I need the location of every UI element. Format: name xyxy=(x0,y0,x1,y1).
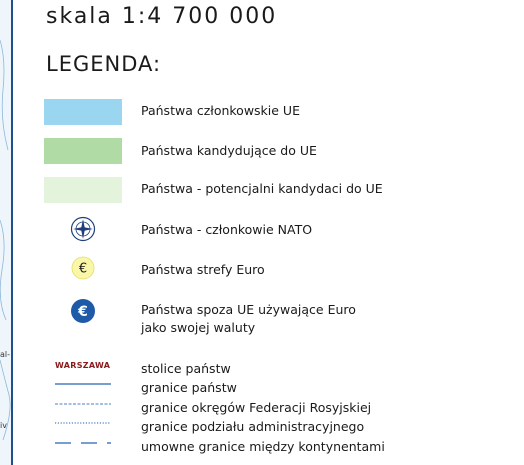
euro-yellow-icon xyxy=(71,256,95,284)
russian-district-border-line-sample xyxy=(55,402,111,406)
eu-members-swatch xyxy=(44,99,122,125)
euro-blue-icon xyxy=(70,298,96,328)
legend-label-capitals: stolice państw xyxy=(141,361,231,376)
admin-border-line-sample xyxy=(55,421,111,425)
state-border-line-sample xyxy=(55,382,111,386)
continent-border-line-sample xyxy=(55,441,111,445)
legend-label-eu-potential-candidates: Państwa - potencjalni kandydaci do UE xyxy=(141,181,383,196)
legend-title: LEGENDA: xyxy=(46,52,162,76)
eu-candidates-swatch xyxy=(44,138,122,164)
map-frame-line xyxy=(11,0,13,465)
legend-label-admin-divisions: granice podziału administracyjnego xyxy=(141,419,365,434)
legend-label-non-eu-euro-line-2: jako swojej waluty xyxy=(141,320,256,335)
legend-label-russian-districts: granice okręgów Federacji Rosyjskiej xyxy=(141,400,372,415)
nato-compass-icon xyxy=(70,216,96,246)
legend-label-nato: Państwa - członkowie NATO xyxy=(141,222,313,237)
eu-potential-candidates-swatch xyxy=(44,177,122,203)
legend-label-eu-candidates: Państwa kandydujące do UE xyxy=(141,143,317,158)
legend-label-euro-zone: Państwa strefy Euro xyxy=(141,262,265,277)
map-fragment-label: iv xyxy=(0,421,7,430)
legend-label-continent-borders: umowne granice między kontynentami xyxy=(141,439,385,454)
map-scale: skala 1:4 700 000 xyxy=(46,4,278,29)
svg-text:€: € xyxy=(78,261,88,277)
capital-sample-text: WARSZAWA xyxy=(55,361,111,370)
svg-text:€: € xyxy=(78,304,88,320)
legend-label-eu-members: Państwa członkowskie UE xyxy=(141,103,300,118)
map-fragment-label: al- xyxy=(0,350,11,359)
legend-label-non-eu-euro-line-1: Państwa spoza UE używające Euro xyxy=(141,302,356,317)
legend-label-state-borders: granice państw xyxy=(141,380,237,395)
